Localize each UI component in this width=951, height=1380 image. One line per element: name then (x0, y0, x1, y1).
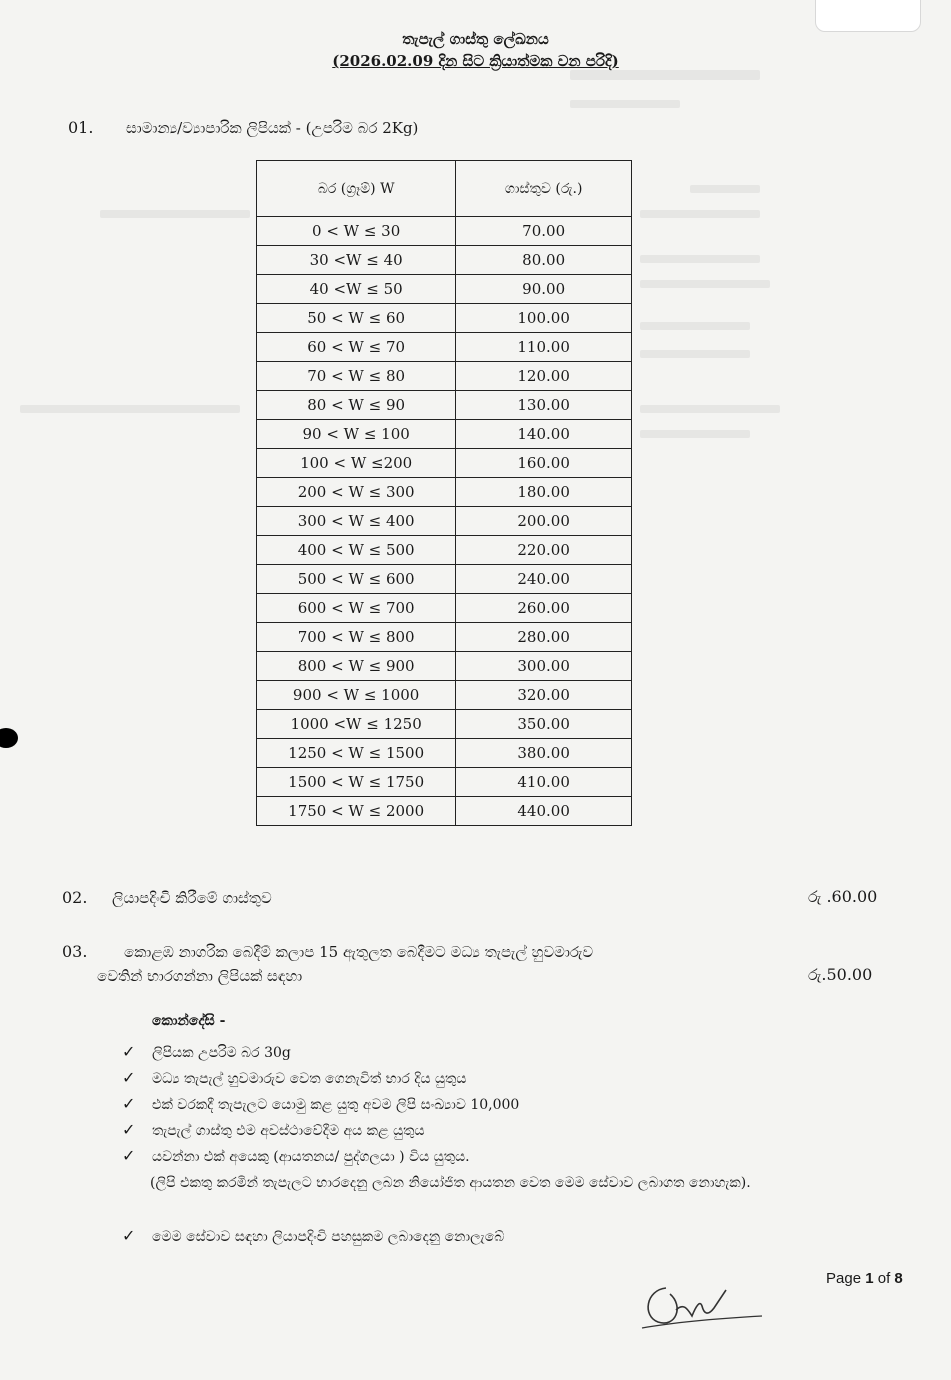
weight-range-cell: 0 < W ≤ 30 (257, 217, 456, 246)
table-row (257, 478, 632, 507)
table-row (257, 739, 632, 768)
bleed-through-mark (640, 322, 750, 330)
weight-range-cell: 1250 < W ≤ 1500 (257, 739, 456, 768)
condition-text: යවන්නා එක් අයෙකු (ආයතනය/ පුද්ගලයා ) විය යුතුය. (152, 1149, 470, 1165)
condition-note: (ලිපි එකතු කරමින් තැපැලට භාරදෙනු ලබන නියෝජිත ආයතන වෙත මෙම සේවාව ලබාගත නොහැක). (150, 1175, 751, 1191)
weight-range-cell: 70 < W ≤ 80 (257, 362, 456, 391)
checkmark-icon: ✓ (122, 1042, 136, 1061)
condition-item (122, 1068, 467, 1087)
page-of: of (877, 1270, 891, 1287)
fee-cell: 350.00 (456, 710, 632, 739)
table-row (257, 565, 632, 594)
bleed-through-mark (640, 280, 770, 288)
table-row (257, 768, 632, 797)
tariff-table (256, 160, 632, 826)
fee-cell: 140.00 (456, 420, 632, 449)
table-row (257, 507, 632, 536)
scan-edge-mark (0, 728, 18, 748)
bleed-through-mark (640, 430, 750, 438)
weight-range-cell: 1750 < W ≤ 2000 (257, 797, 456, 826)
checkmark-icon: ✓ (122, 1094, 136, 1113)
page-prefix: Page (826, 1270, 862, 1287)
table-row (257, 246, 632, 275)
table-row (257, 449, 632, 478)
section-number: 03. (62, 942, 88, 961)
weight-range-cell: 800 < W ≤ 900 (257, 652, 456, 681)
page-current: 1 (865, 1270, 874, 1287)
fee-cell: 130.00 (456, 391, 632, 420)
fee-amount: රු .60.00 (808, 887, 878, 906)
condition-item (122, 1094, 519, 1113)
weight-range-cell: 700 < W ≤ 800 (257, 623, 456, 652)
table-row (257, 391, 632, 420)
table-row (257, 536, 632, 565)
column-header-fee: ගාස්තුව (රු.) (456, 161, 632, 217)
table-row (257, 594, 632, 623)
checkmark-icon: ✓ (122, 1146, 136, 1165)
section-number: 01. (68, 118, 94, 137)
section-number: 02. (62, 888, 88, 907)
table-row (257, 275, 632, 304)
weight-range-cell: 80 < W ≤ 90 (257, 391, 456, 420)
weight-range-cell: 40 <W ≤ 50 (257, 275, 456, 304)
condition-text: ලිපියක උපරිම බර 30g (152, 1045, 291, 1061)
column-header-weight: බර (ග්‍රෑම්) W (257, 161, 456, 217)
weight-range-cell: 1500 < W ≤ 1750 (257, 768, 456, 797)
bleed-through-mark (570, 70, 760, 80)
weight-range-cell: 60 < W ≤ 70 (257, 333, 456, 362)
fee-cell: 300.00 (456, 652, 632, 681)
section-text-line: වෙතින් භාරගන්නා ලිපියක් සඳහා (97, 967, 303, 985)
page-indicator (826, 1270, 903, 1287)
signature-mark (636, 1276, 766, 1336)
table-row (257, 420, 632, 449)
bleed-through-mark (640, 255, 760, 263)
fee-cell: 240.00 (456, 565, 632, 594)
fee-cell: 110.00 (456, 333, 632, 362)
checkmark-icon: ✓ (122, 1068, 136, 1087)
condition-text: තැපැල් ගාස්තු එම අවස්ථාවේදීම අය කළ යුතුය (152, 1123, 425, 1139)
bleed-through-mark (20, 405, 240, 413)
condition-text: මධ්‍ය තැපැල් හුවමාරුව වෙත ගෙනැවිත් භාර දිය යුතුය (152, 1071, 467, 1087)
weight-range-cell: 50 < W ≤ 60 (257, 304, 456, 333)
page-total: 8 (894, 1270, 903, 1287)
table-row (257, 333, 632, 362)
condition-item (122, 1120, 425, 1139)
section-heading: සාමාන්‍ය/ව්‍යාපාරික ලිපියක් - (උපරිම බර 2Kg) (126, 119, 419, 137)
fee-cell: 220.00 (456, 536, 632, 565)
fee-cell: 180.00 (456, 478, 632, 507)
weight-range-cell: 900 < W ≤ 1000 (257, 681, 456, 710)
table-row (257, 304, 632, 333)
bleed-through-mark (690, 185, 760, 193)
weight-range-cell: 1000 <W ≤ 1250 (257, 710, 456, 739)
condition-text: මෙම සේවාව සඳහා ලියාපදිංචි පහසුකම ලබාදෙනු නොලැබේ (152, 1229, 505, 1245)
fee-cell: 90.00 (456, 275, 632, 304)
fee-cell: 260.00 (456, 594, 632, 623)
fee-cell: 80.00 (456, 246, 632, 275)
condition-item (122, 1226, 504, 1245)
table-row (257, 681, 632, 710)
checkmark-icon: ✓ (122, 1226, 136, 1245)
corner-overlay-card (815, 0, 921, 32)
fee-cell: 120.00 (456, 362, 632, 391)
table-row (257, 652, 632, 681)
table-row (257, 797, 632, 826)
bleed-through-mark (640, 210, 760, 218)
conditions-heading: කොන්දේසි - (152, 1013, 226, 1029)
condition-text: එක් වරකදී තැපැලට යොමු කළ යුතු අවම ලිපි සංඛ්‍යාව 10,000 (152, 1097, 520, 1113)
document-subtitle: (2026.02.09 දින සිට ක්‍රියාත්මක වන පරිදි) (332, 52, 619, 70)
fee-cell: 410.00 (456, 768, 632, 797)
bleed-through-mark (570, 100, 680, 108)
fee-amount: රු.50.00 (808, 965, 873, 984)
fee-cell: 70.00 (456, 217, 632, 246)
checkmark-icon: ✓ (122, 1120, 136, 1139)
table-header-row (257, 161, 632, 217)
weight-range-cell: 300 < W ≤ 400 (257, 507, 456, 536)
section-text-line: කොළඹ නාගරික බෙදීම් කලාප 15 ඇතුලත බෙදීමට මධ්‍ය තැපැල් හුවමාරුව (124, 943, 594, 961)
weight-range-cell: 600 < W ≤ 700 (257, 594, 456, 623)
weight-range-cell: 200 < W ≤ 300 (257, 478, 456, 507)
fee-cell: 160.00 (456, 449, 632, 478)
bleed-through-mark (640, 405, 780, 413)
table-row (257, 217, 632, 246)
weight-range-cell: 90 < W ≤ 100 (257, 420, 456, 449)
fee-cell: 100.00 (456, 304, 632, 333)
document-title: තැපැල් ගාස්තු ලේඛනය (402, 30, 549, 48)
condition-item (122, 1146, 470, 1165)
bleed-through-mark (640, 350, 750, 358)
fee-cell: 320.00 (456, 681, 632, 710)
fee-cell: 380.00 (456, 739, 632, 768)
fee-cell: 280.00 (456, 623, 632, 652)
weight-range-cell: 500 < W ≤ 600 (257, 565, 456, 594)
table-row (257, 710, 632, 739)
condition-item (122, 1042, 291, 1061)
table-row (257, 362, 632, 391)
weight-range-cell: 400 < W ≤ 500 (257, 536, 456, 565)
fee-cell: 440.00 (456, 797, 632, 826)
fee-cell: 200.00 (456, 507, 632, 536)
bleed-through-mark (100, 210, 250, 218)
table-row (257, 623, 632, 652)
section-text: ලියාපදිංචි කිරීමේ ගාස්තුව (112, 889, 272, 907)
weight-range-cell: 100 < W ≤200 (257, 449, 456, 478)
weight-range-cell: 30 <W ≤ 40 (257, 246, 456, 275)
